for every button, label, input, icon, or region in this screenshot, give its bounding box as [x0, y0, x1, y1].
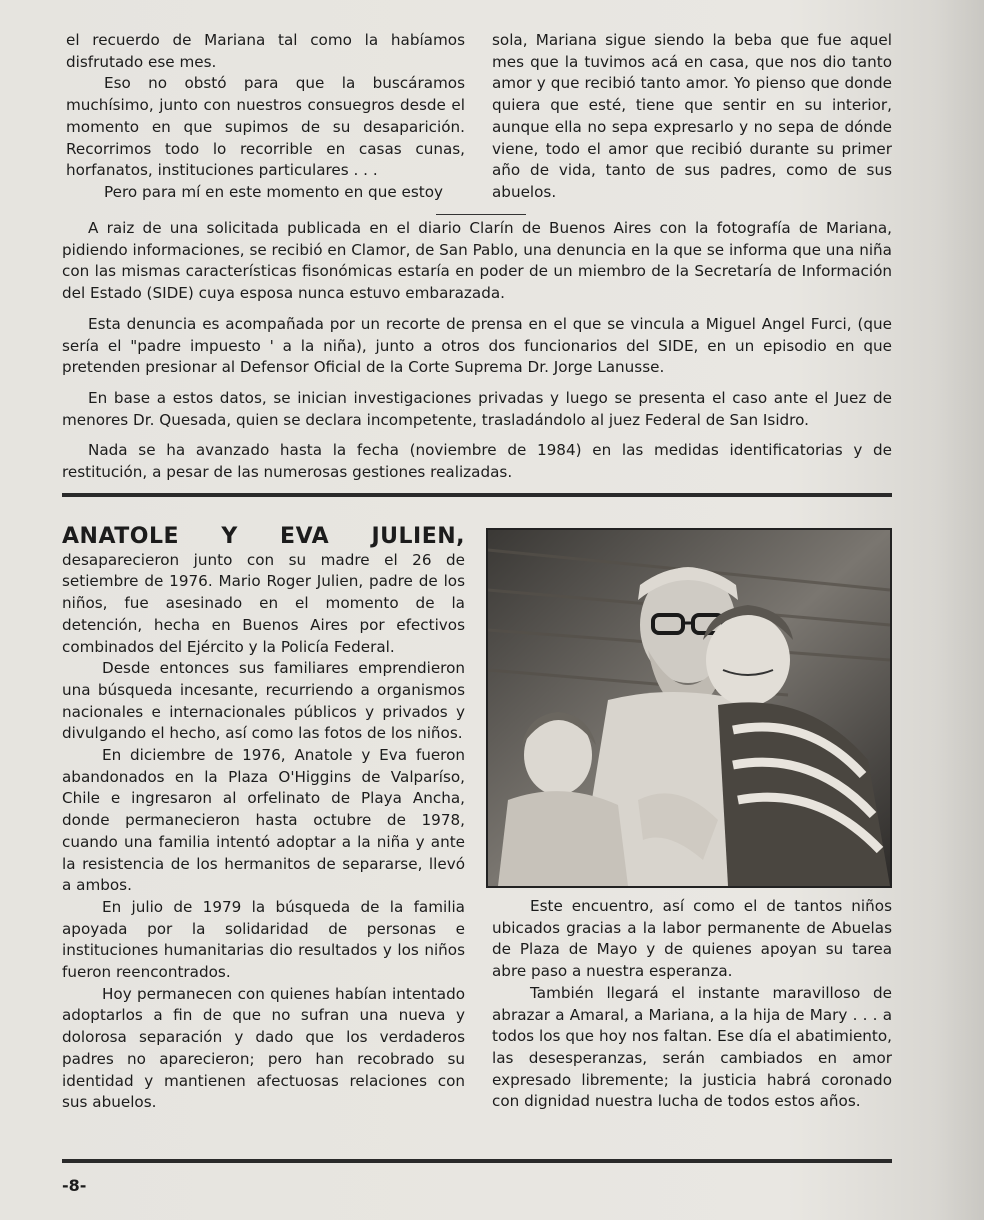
article-column	[62, 526, 465, 1114]
paragraph: En julio de 1979 la búsqueda de la familia apoyada por la solidaridad de personas e instituciones humanitarias dio resultados y los niños fueron reencontrados.	[62, 897, 465, 982]
top-left-column	[66, 30, 465, 204]
article-headline: ANATOLE Y EVA JULIEN,	[62, 524, 465, 549]
family-photo	[486, 528, 892, 888]
lead-paragraph	[62, 526, 465, 658]
paragraph: También llegará el instante maravilloso de abrazar a Amaral, a Mariana, a la hija de Mary . . . a todos los que hoy nos faltan. Ese día el abatimiento, las desesperanzas, serán cambiados en amor expresado libremente; la justicia habrá coronado con dignidad nuestra lucha de todos estos años.	[492, 983, 892, 1111]
paragraph: A raiz de una solicitada publicada en el diario Clarín de Buenos Aires con la fotografía de Mariana, pidiendo informaciones, se recibió en Clamor, de San Pablo, una denuncia en la que se informa que una niña con las mismas características fisonómicas estaría en poder de un miembro de la Secretaría de Información del Estado (SIDE) cuya esposa nunca estuvo embarazada.	[62, 219, 892, 303]
paragraph: Desde entonces sus familiares emprendieron una búsqueda incesante, recurriendo a organismos nacionales e internacionales públicos y privados y divulgando el hecho, así como las fotos de los niños.	[62, 659, 465, 743]
closing-column	[492, 896, 892, 1113]
section-divider	[436, 214, 526, 215]
paragraph: En diciembre de 1976, Anatole y Eva fueron abandonados en la Plaza O'Higgins de Valparíso, Chile e ingresaron al orfelinato de Playa Ancha, donde permanecieron hasta octubre de 1978, cuando una familia intentó adoptar a la niña y ante la resistencia de los hermanitos de separarse, llevó a ambos.	[62, 746, 465, 895]
lead-text: desaparecieron junto con su madre el 26 de setiembre de 1976. Mario Roger Julien, padre de los niños, fue asesinado en el momento de la detención, hecha en Buenos Aires por efectivos combinados del Ejército y la Policía Federal.	[62, 550, 465, 656]
paragraph: En base a estos datos, se inician investigaciones privadas y luego se presenta el caso ante el Juez de menores Dr. Quesada, quien se declara incompetente, trasladándolo al juez Federal de San Isidro.	[62, 388, 892, 429]
paragraph: Hoy permanecen con quienes habían intentado adoptarlos a fin de que no sufran una nueva y dolorosa separación y dado que los verdaderos padres no aparecieron; pero han recobrado su identidad y mantienen afectuosas relaciones con sus abuelos.	[62, 984, 465, 1112]
paragraph: Nada se ha avanzado hasta la fecha (noviembre de 1984) en las medidas identificatorias y de restitución, a pesar de las numerosas gestiones realizadas.	[62, 441, 892, 482]
horizontal-rule	[62, 1159, 892, 1163]
paragraph: Pero para mí en este momento en que estoy	[104, 182, 443, 201]
page-number: -8-	[62, 1176, 87, 1195]
photo-illustration	[488, 530, 890, 886]
top-right-column	[492, 30, 892, 204]
paragraph: el recuerdo de Mariana tal como la habíamos disfrutado ese mes.	[66, 31, 465, 71]
paragraph: Eso no obstó para que la buscáramos muchísimo, junto con nuestros consuegros desde el momento en que supimos de su desaparición. Recorrimos todo lo recorrible en casas cunas, horfanatos, instituciones particulares . . .	[66, 74, 465, 180]
paragraph: Esta denuncia es acompañada por un recorte de prensa en el que se vincula a Miguel Angel Furci, (que sería el "padre impuesto ' a la niña), junto a otros dos funcionarios del SIDE, en un episodio en que pretenden presionar al Defensor Oficial de la Corte Suprema Dr. Jorge Lanusse.	[62, 314, 892, 377]
paragraph: sola, Mariana sigue siendo la beba que fue aquel mes que la tuvimos acá en casa, que nos dio tanto amor y que recibió tanto amor. Yo pienso que donde quiera que esté, tiene que sentir en su interior, aunque ella no sepa expresarlo y no sepa de dónde viene, todo el amor que recibió durante su primer año de vida, tanto de sus padres, como de sus abuelos.	[492, 31, 892, 201]
full-width-text	[62, 218, 892, 493]
paragraph: Este encuentro, así como el de tantos niños ubicados gracias a la labor permanente de Abuelas de Plaza de Mayo y de quienes apoyan su tarea abre paso a nuestra esperanza.	[492, 897, 892, 981]
horizontal-rule	[62, 493, 892, 497]
